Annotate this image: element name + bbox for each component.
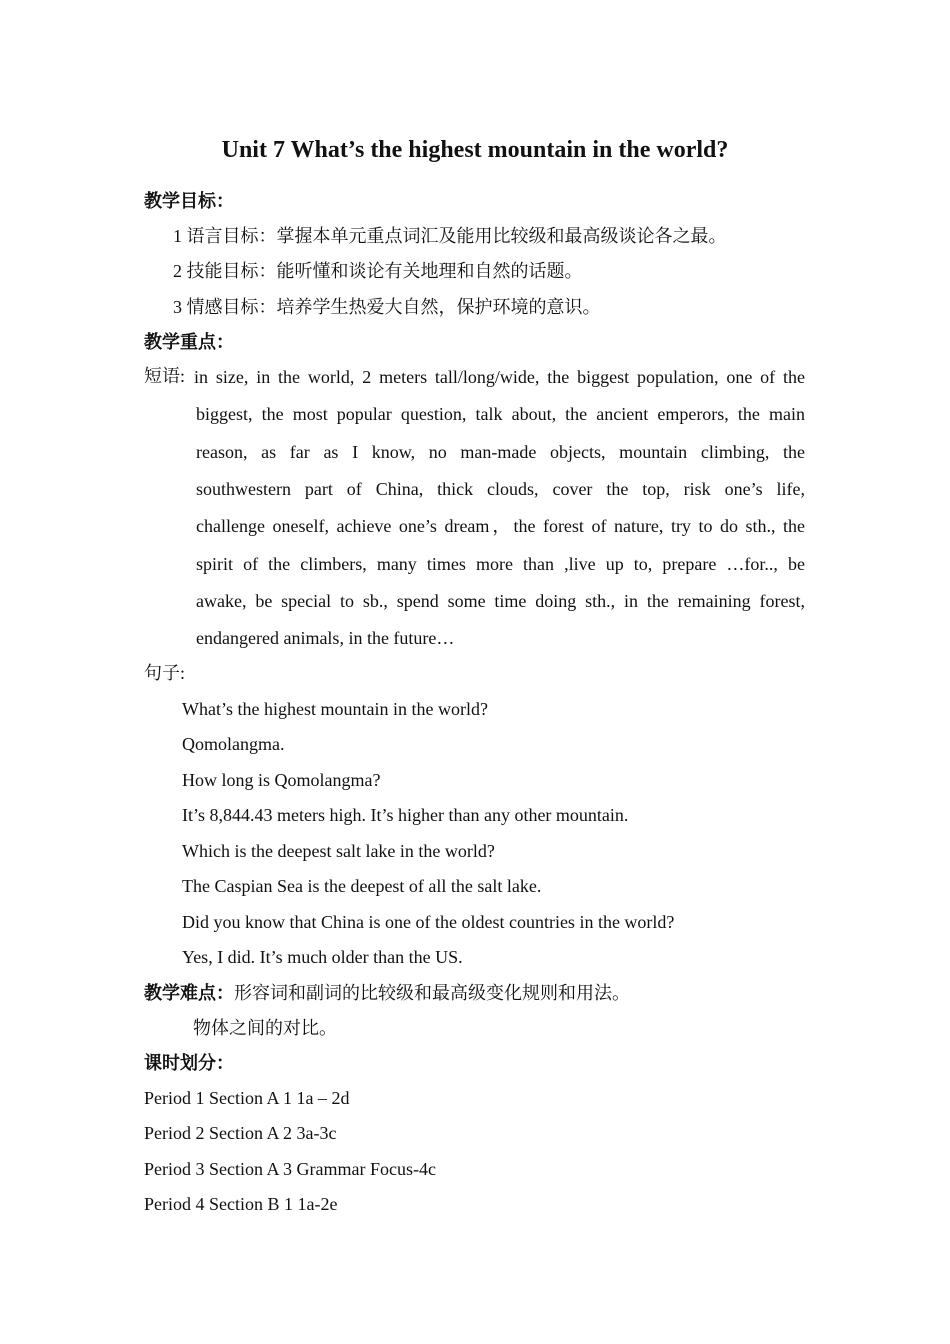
phrases-line: biggest, the most popular question, talk about, the ancient emperors, the main xyxy=(196,404,805,424)
phrases-line: reason, as far as I know, no man-made objects, mountain climbing, the xyxy=(196,442,805,462)
phrases-line: endangered animals, in the future… xyxy=(196,628,455,648)
sentence-item: The Caspian Sea is the deepest of all the salt lake. xyxy=(182,876,542,896)
sentence-item: How long is Qomolangma? xyxy=(182,770,381,790)
sentence-item: Qomolangma. xyxy=(182,734,285,754)
phrases-line: in size, in the world, 2 meters tall/long/wide, the biggest population, one of the xyxy=(194,367,805,387)
difficulties-text-2: 物体之间的对比。 xyxy=(193,1018,337,1038)
objectives-heading: 教学目标： xyxy=(144,191,234,211)
sentence-item: Which is the deepest salt lake in the world? xyxy=(182,841,495,861)
phrases-line: challenge oneself, achieve one’s dream，the forest of nature, try to do sth., the xyxy=(196,516,805,536)
page-title: Unit 7 What’s the highest mountain in the world? xyxy=(221,137,729,163)
sentence-item: Yes, I did. It’s much older than the US. xyxy=(182,947,463,967)
phrases-label: 短语: xyxy=(144,366,186,386)
sentence-item: It’s 8,844.43 meters high. It’s higher than any other mountain. xyxy=(182,805,629,825)
period-item: Period 1 Section A 1 1a – 2d xyxy=(144,1088,350,1108)
phrases-line: spirit of the climbers, many times more than ,live up to, prepare …for.., be xyxy=(196,554,805,574)
objective-item: 1 语言目标：掌握本单元重点词汇及能用比较级和最高级谈论各之最。 xyxy=(173,226,727,246)
sentence-item: Did you know that China is one of the oldest countries in the world? xyxy=(182,912,675,932)
difficulties-text: 形容词和副词的比较级和最高级变化规则和用法。 xyxy=(234,983,630,1003)
period-item: Period 4 Section B 1 1a-2e xyxy=(144,1194,338,1214)
period-item: Period 3 Section A 3 Grammar Focus-4c xyxy=(144,1159,436,1179)
phrases-line: southwestern part of China, thick clouds, cover the top, risk one’s life, xyxy=(196,479,805,499)
phrases-line: awake, be special to sb., spend some time doing sth., in the remaining forest, xyxy=(196,591,805,611)
objective-item: 2 技能目标：能听懂和谈论有关地理和自然的话题。 xyxy=(173,261,583,281)
key-points-heading: 教学重点： xyxy=(144,332,234,352)
period-item: Period 2 Section A 2 3a-3c xyxy=(144,1123,337,1143)
objective-item: 3 情感目标：培养学生热爱大自然，保护环境的意识。 xyxy=(173,297,601,317)
difficulties-heading: 教学难点： xyxy=(144,983,234,1003)
sentences-label: 句子: xyxy=(144,663,186,683)
periods-heading: 课时划分： xyxy=(144,1053,234,1073)
difficulties-row xyxy=(144,981,630,1005)
sentence-item: What’s the highest mountain in the world? xyxy=(182,699,488,719)
